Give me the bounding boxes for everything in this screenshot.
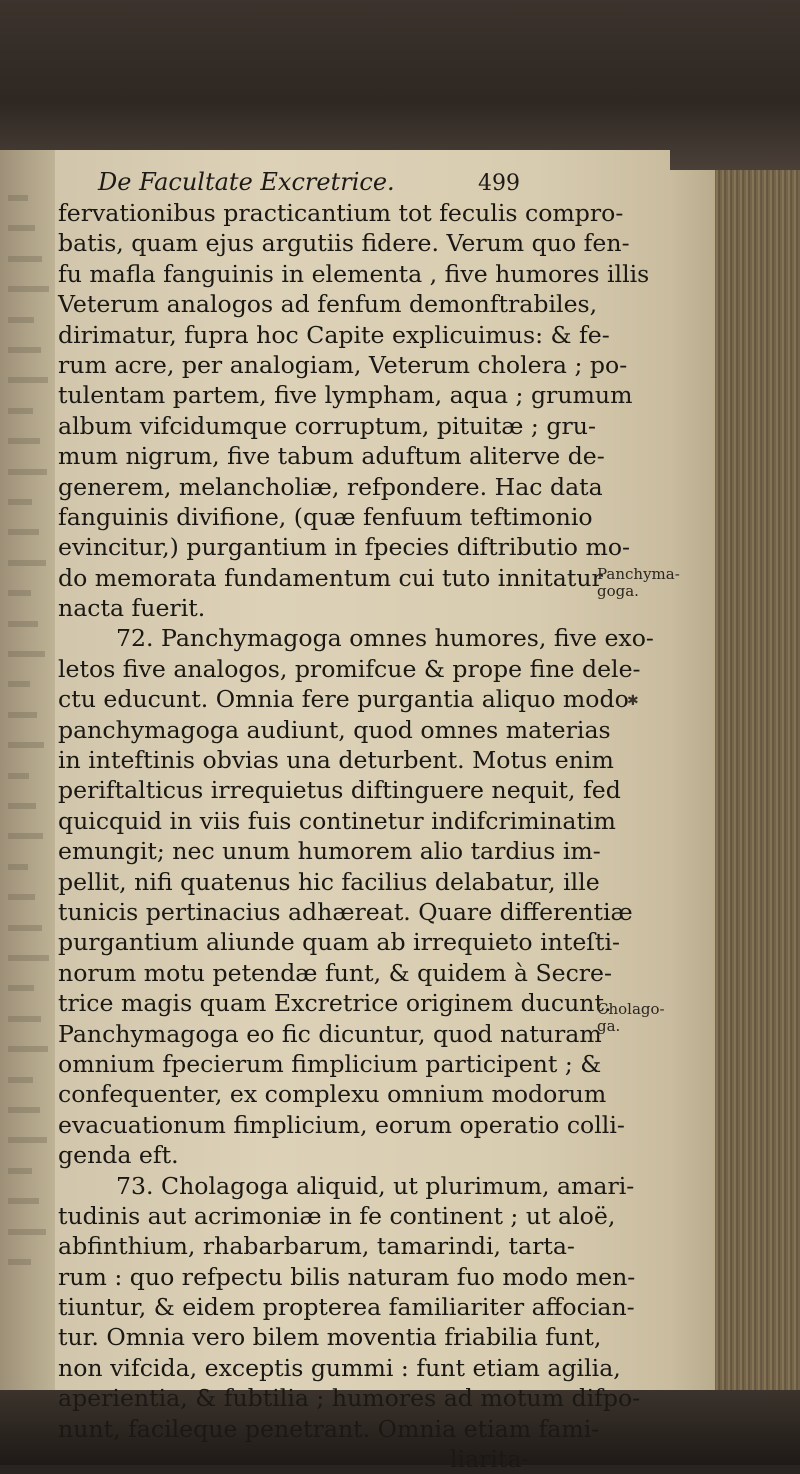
bleed-through-mark [8,286,49,292]
text-line: in inteftinis obvias una deturbent. Motus enim [58,746,614,775]
bleed-through-mark [8,833,43,839]
text-line: tulentam partem, five lympham, aqua ; grumum [58,381,633,410]
text-line: do memorata fundamentum cui tuto innitatur [58,563,603,592]
bleed-through-mark [8,621,38,627]
facing-page-edge [655,170,800,1400]
catchword: liarita- [450,1445,530,1474]
text-line: quicquid in viis fuis continetur indifcriminatim [58,806,616,835]
page-number: 499 [478,171,520,196]
bleed-through-mark [8,317,34,323]
bleed-through-mark [8,1259,31,1265]
text-line: fanguinis divifione, (quæ fenfuum teftimonio [58,502,593,531]
text-line: tur. Omnia vero bilem moventia friabilia funt, [58,1323,602,1352]
bleed-through-mark [8,803,36,809]
margin-note-cholagoga: Cholago- ga. [597,1000,665,1035]
text-line: fervationibus practicantium tot feculis compro- [58,199,624,227]
text-line: fu mafla fanguinis in elementa , five humores illis [58,259,650,288]
bleed-through-mark [8,955,49,961]
text-line: genda eft. [58,1141,179,1170]
bleed-through-mark [8,438,40,444]
bleed-through-mark [8,742,44,748]
text-line: tunicis pertinacius adhæreat. Quare differentiæ [58,897,633,926]
bleed-through-mark [8,347,41,353]
bleed-through-mark [8,681,30,687]
text-line: Panchymagoga eo fic dicuntur, quod naturam [58,1019,602,1048]
bleed-through-mark [8,894,35,900]
bleed-through-mark [8,925,42,931]
bleed-through-mark [8,469,47,475]
text-line: album vifcidumque corruptum, pituitæ ; gru- [58,411,596,440]
page-header [60,168,520,200]
bleed-through-mark [8,1229,46,1235]
text-line: rum acre, per analogiam, Veterum cholera ; po- [58,350,628,379]
bleed-through-mark [8,773,29,779]
text-line: ctu educunt. Omnia fere purgantia aliquo modo [58,685,629,714]
margin-note-panchymagoga: Panchyma- goga. [597,565,680,600]
page-gutter [0,150,55,1390]
text-line: evacuationum fimplicium, eorum operatio colli- [58,1110,625,1139]
text-line: confequenter, ex complexu omnium modorum [58,1080,607,1109]
text-line: tiuntur, & eidem propterea familiariter affocian- [58,1293,635,1322]
text-line: batis, quam ejus argutiis fidere. Verum quo fen- [58,229,630,258]
ink-mark-icon: ✱ [627,693,639,709]
text-line: non vifcida, exceptis gummi : funt etiam agilia, [58,1353,621,1382]
bleed-through-mark [8,985,34,991]
paragraph-start-line: 72. Panchymagoga omnes humores, five exo- [116,624,654,653]
bleed-through-mark [8,712,37,718]
bleed-through-mark [8,256,42,262]
text-line: mum nigrum, five tabum aduftum aliterve de- [58,442,605,471]
bleed-through-mark [8,560,46,566]
bleed-through-mark [8,1077,33,1083]
text-line: norum motu petendæ funt, & quidem à Secre- [58,958,612,987]
text-line: evincitur,) purgantium in fpecies diftributio mo- [58,533,631,562]
backdrop [0,0,800,170]
text-line: nacta fuerit. [58,594,206,623]
bleed-through-mark [8,1016,41,1022]
text-line: tudinis aut acrimoniæ in fe continent ; ut aloë, [58,1201,616,1230]
bleed-through-mark [8,1168,32,1174]
body-text [58,198,654,1474]
text-line: Veterum analogos ad fenfum demonftrabiles, [58,290,598,319]
bleed-through-mark [8,864,28,870]
text-line: purgantium aliunde quam ab irrequieto inteſti- [58,928,621,957]
bleed-through-mark [8,1137,47,1143]
text-line: nunt, facileque penetrant. Omnia etiam fami- [58,1414,600,1443]
text-line: generem, melancholiæ, refpondere. Hac data [58,472,603,501]
text-line: abfinthium, rhabarbarum, tamarindi, tarta- [58,1232,575,1261]
paragraph-start-line: 73. Cholagoga aliquid, ut plurimum, amari- [116,1171,635,1200]
bleed-through-mark [8,1107,40,1113]
text-line: emungit; nec unum humorem alio tardius im- [58,837,601,866]
bleed-through-mark [8,377,48,383]
text-line: rum : quo refpectu bilis naturam fuo modo men- [58,1262,636,1291]
text-line: pellit, nifi quatenus hic facilius delabatur, ille [58,867,600,896]
bleed-through-mark [8,590,31,596]
text-line: letos five analogos, promifcue & prope fine dele- [58,654,641,683]
running-title: De Facultate Excretrice. [98,168,395,196]
bleed-through-mark [8,499,32,505]
bleed-through-mark [8,195,28,201]
bleed-through-mark [8,1198,39,1204]
bleed-through-mark [8,1046,48,1052]
bleed-through-mark [8,408,33,414]
text-line: dirimatur, fupra hoc Capite explicuimus: & fe- [58,320,610,349]
bleed-through-mark [8,225,35,231]
text-line: panchymagoga audiunt, quod omnes materias [58,715,611,744]
text-line: periftalticus irrequietus diftinguere nequit, fed [58,776,621,805]
text-line: aperientia, & fubtilia ; humores ad motum difpo- [58,1384,641,1413]
bleed-through-mark [8,651,45,657]
text-line: trice magis quam Excretrice originem ducunt. [58,989,612,1018]
bleed-through-mark [8,529,39,535]
text-line: omnium fpecierum fimplicium participent ; & [58,1049,602,1078]
